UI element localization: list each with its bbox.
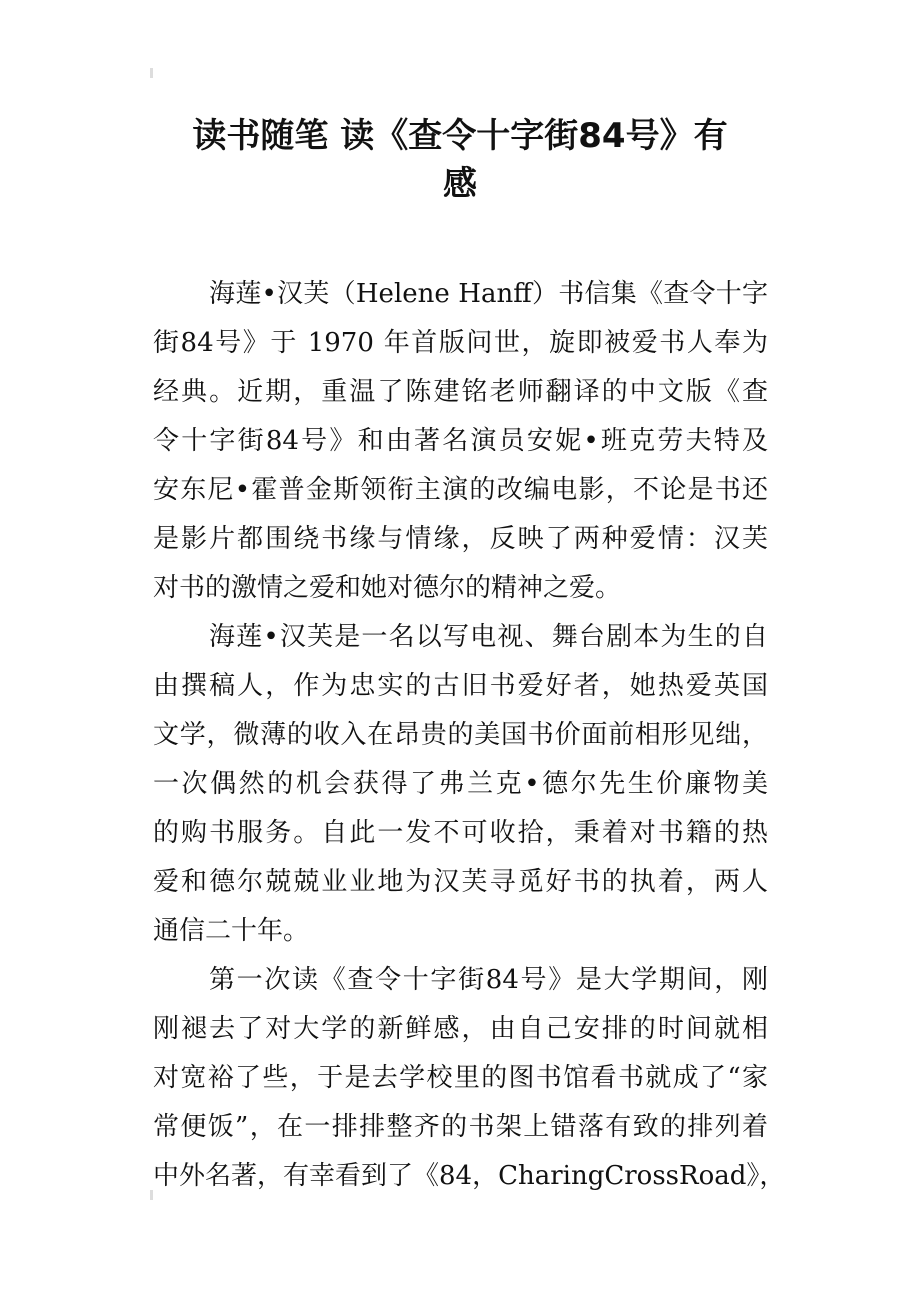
- text-line: 对宽裕了些，于是去学校里的图书馆看书就成了“家: [153, 1063, 768, 1093]
- text-line: 对书的激情之爱和她对德尔的精神之爱。: [153, 573, 622, 603]
- text-line: 街84号》于 1970 年首版问世，旋即被爱书人奉为: [153, 328, 768, 358]
- text-line: 经典。近期，重温了陈建铭老师翻译的中文版《查: [153, 377, 768, 407]
- article-body: [153, 270, 786, 1201]
- text-line: 常便饭”，在一排排整齐的书架上错落有致的排列着: [153, 1112, 768, 1142]
- title-line-2: 感: [443, 164, 477, 204]
- text-line: 第一次读《查令十字街84号》是大学期间，刚: [209, 965, 768, 995]
- text-line: 中外名著，有幸看到了《84，CharingCrossRoad》，: [153, 1161, 786, 1191]
- text-line: 一次偶然的机会获得了弗兰克•德尔先生价廉物美: [153, 769, 768, 799]
- text-line: 爱和德尔兢兢业业地为汉芙寻觅好书的执着，两人: [153, 867, 768, 897]
- paragraph: [153, 613, 768, 956]
- text-line: 文学，微薄的收入在昂贵的美国书价面前相形见绌，: [153, 720, 768, 750]
- page-corner-mark-top: [150, 68, 153, 78]
- text-line: 的购书服务。自此一发不可收拾，秉着对书籍的热: [153, 818, 768, 848]
- text-line: 海莲•汉芙是一名以写电视、舞台剧本为生的自: [209, 622, 768, 652]
- title-line-1: 读书随笔 读《查令十字街84号》有: [192, 116, 728, 156]
- text-line: 海莲•汉芙（Helene Hanff）书信集《查令十字: [209, 279, 768, 309]
- paragraph: [153, 956, 786, 1201]
- paragraph: [153, 270, 768, 613]
- text-line: 安东尼•霍普金斯领衔主演的改编电影，不论是书还: [153, 475, 768, 505]
- text-line: 由撰稿人，作为忠实的古旧书爱好者，她热爱英国: [153, 671, 768, 701]
- text-line: 是影片都围绕书缘与情缘，反映了两种爱情：汉芙: [153, 524, 768, 554]
- page-title: [120, 112, 800, 208]
- text-line: 令十字街84号》和由著名演员安妮•班克劳夫特及: [153, 426, 768, 456]
- text-line: 通信二十年。: [153, 916, 310, 946]
- text-line: 刚褪去了对大学的新鲜感，由自己安排的时间就相: [153, 1014, 768, 1044]
